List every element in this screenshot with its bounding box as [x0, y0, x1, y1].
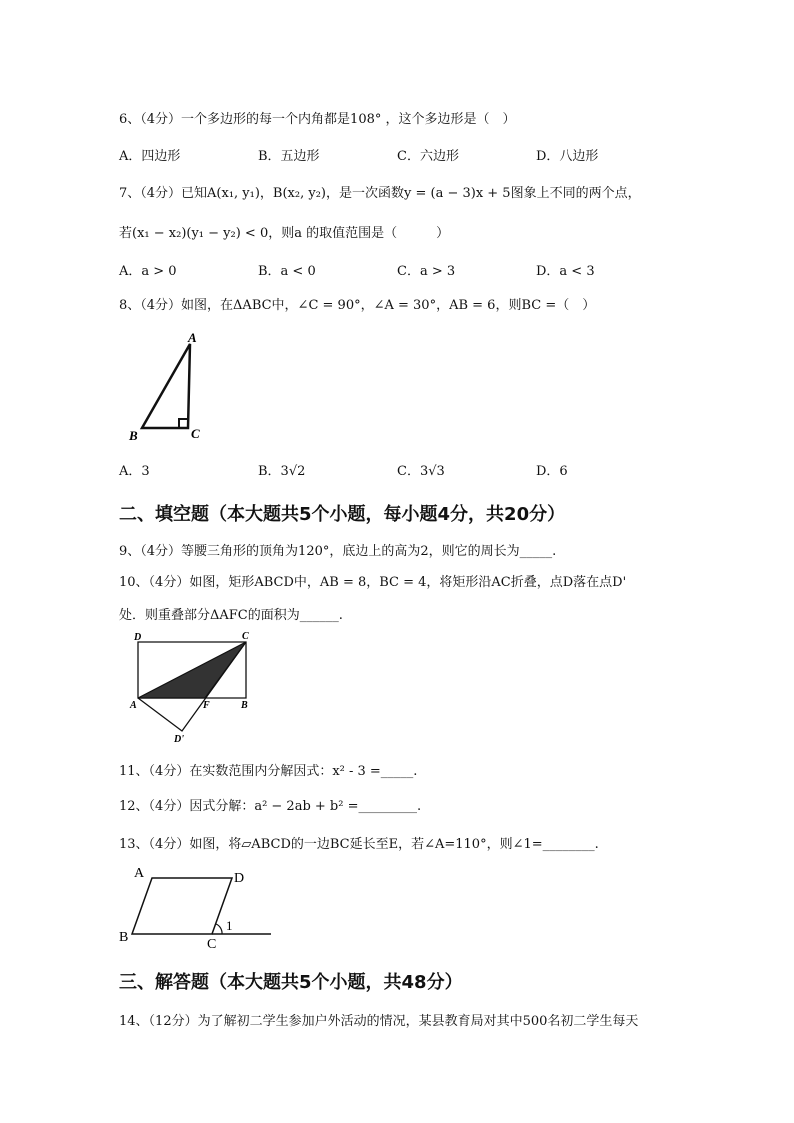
q6-option-a: A．四边形	[119, 149, 181, 164]
q8-option-a: A．3	[119, 464, 150, 479]
section-3-heading: 三、解答题（本大题共5个小题，共48分）	[119, 972, 463, 993]
parallelogram-abcd	[132, 878, 232, 934]
q7-option-a: A．a > 0	[119, 264, 177, 279]
q10-rectangle-figure	[126, 628, 261, 746]
q8-triangle-figure	[112, 328, 222, 446]
label-c: C	[191, 426, 200, 441]
q13-stem: 13、（4分）如图，将▱ABCD的一边BC延长至E，若∠A=110°，则∠1=________.	[119, 837, 599, 852]
q12-stem: 12、（4分）因式分解：a² − 2ab + b² =_________.	[119, 799, 422, 814]
q10-stem-line2: 处．则重叠部分ΔAFC的面积为______.	[119, 608, 343, 623]
label-a: A	[188, 330, 197, 345]
q8-option-b: B．3√2	[258, 464, 306, 479]
q7-option-b: B．a < 0	[258, 264, 316, 279]
label-b: B	[241, 700, 248, 711]
q8-option-c: C．3√3	[397, 464, 445, 479]
q6-option-c: C．六边形	[397, 149, 459, 164]
q6-stem: 6、（4分）一个多边形的每一个内角都是108° ，这个多边形是（ ）	[119, 112, 516, 127]
label-b: B	[129, 428, 138, 443]
q7-stem-line1: 7、（4分）已知A(x₁, y₁)，B(x₂, y₂)，是一次函数y = (a − 3)x + 5图象上不同的两个点，	[119, 186, 641, 201]
q10-stem-line1: 10、（4分）如图，矩形ABCD中，AB = 8，BC = 4，将矩形沿AC折叠，点D落在点D'	[119, 575, 627, 590]
q6-option-b: B．五边形	[258, 149, 320, 164]
right-angle-mark	[179, 419, 188, 428]
triangle-abc	[142, 344, 190, 428]
q7-option-c: C．a > 3	[397, 264, 456, 279]
label-a: A	[134, 866, 145, 881]
overlap-triangle-afc	[138, 642, 246, 698]
label-f: F	[203, 700, 210, 711]
q7-option-d: D．a < 3	[536, 264, 595, 279]
q11-stem: 11、（4分）在实数范围内分解因式：x² - 3 =_____.	[119, 764, 418, 779]
label-a: A	[130, 700, 137, 711]
section-2-heading: 二、填空题（本大题共5个小题，每小题4分，共20分）	[119, 504, 566, 525]
label-c: C	[207, 937, 217, 952]
q8-stem: 8、（4分）如图，在ΔABC中，∠C = 90°，∠A = 30°，AB = 6，则BC =（ ）	[119, 298, 596, 313]
q13-parallelogram-figure	[114, 862, 279, 952]
label-c: C	[242, 631, 249, 642]
label-b: B	[119, 930, 129, 945]
label-d: D	[234, 871, 245, 886]
label-d: D	[134, 632, 142, 643]
angle-1-arc	[216, 924, 222, 934]
label-angle-1: 1	[226, 918, 233, 933]
q8-option-d: D．6	[536, 464, 568, 479]
q6-option-d: D．八边形	[536, 149, 599, 164]
q9-stem: 9、（4分）等腰三角形的顶角为120°，底边上的高为2，则它的周长为_____.	[119, 544, 557, 559]
q7-stem-line2: 若(x₁ − x₂)(y₁ − y₂) < 0，则a 的取值范围是（ ）	[119, 226, 450, 241]
q14-stem: 14、（12分）为了解初二学生参加户外活动的情况，某县教育局对其中500名初二学生每天	[119, 1014, 639, 1029]
label-d-prime: D'	[174, 734, 184, 745]
